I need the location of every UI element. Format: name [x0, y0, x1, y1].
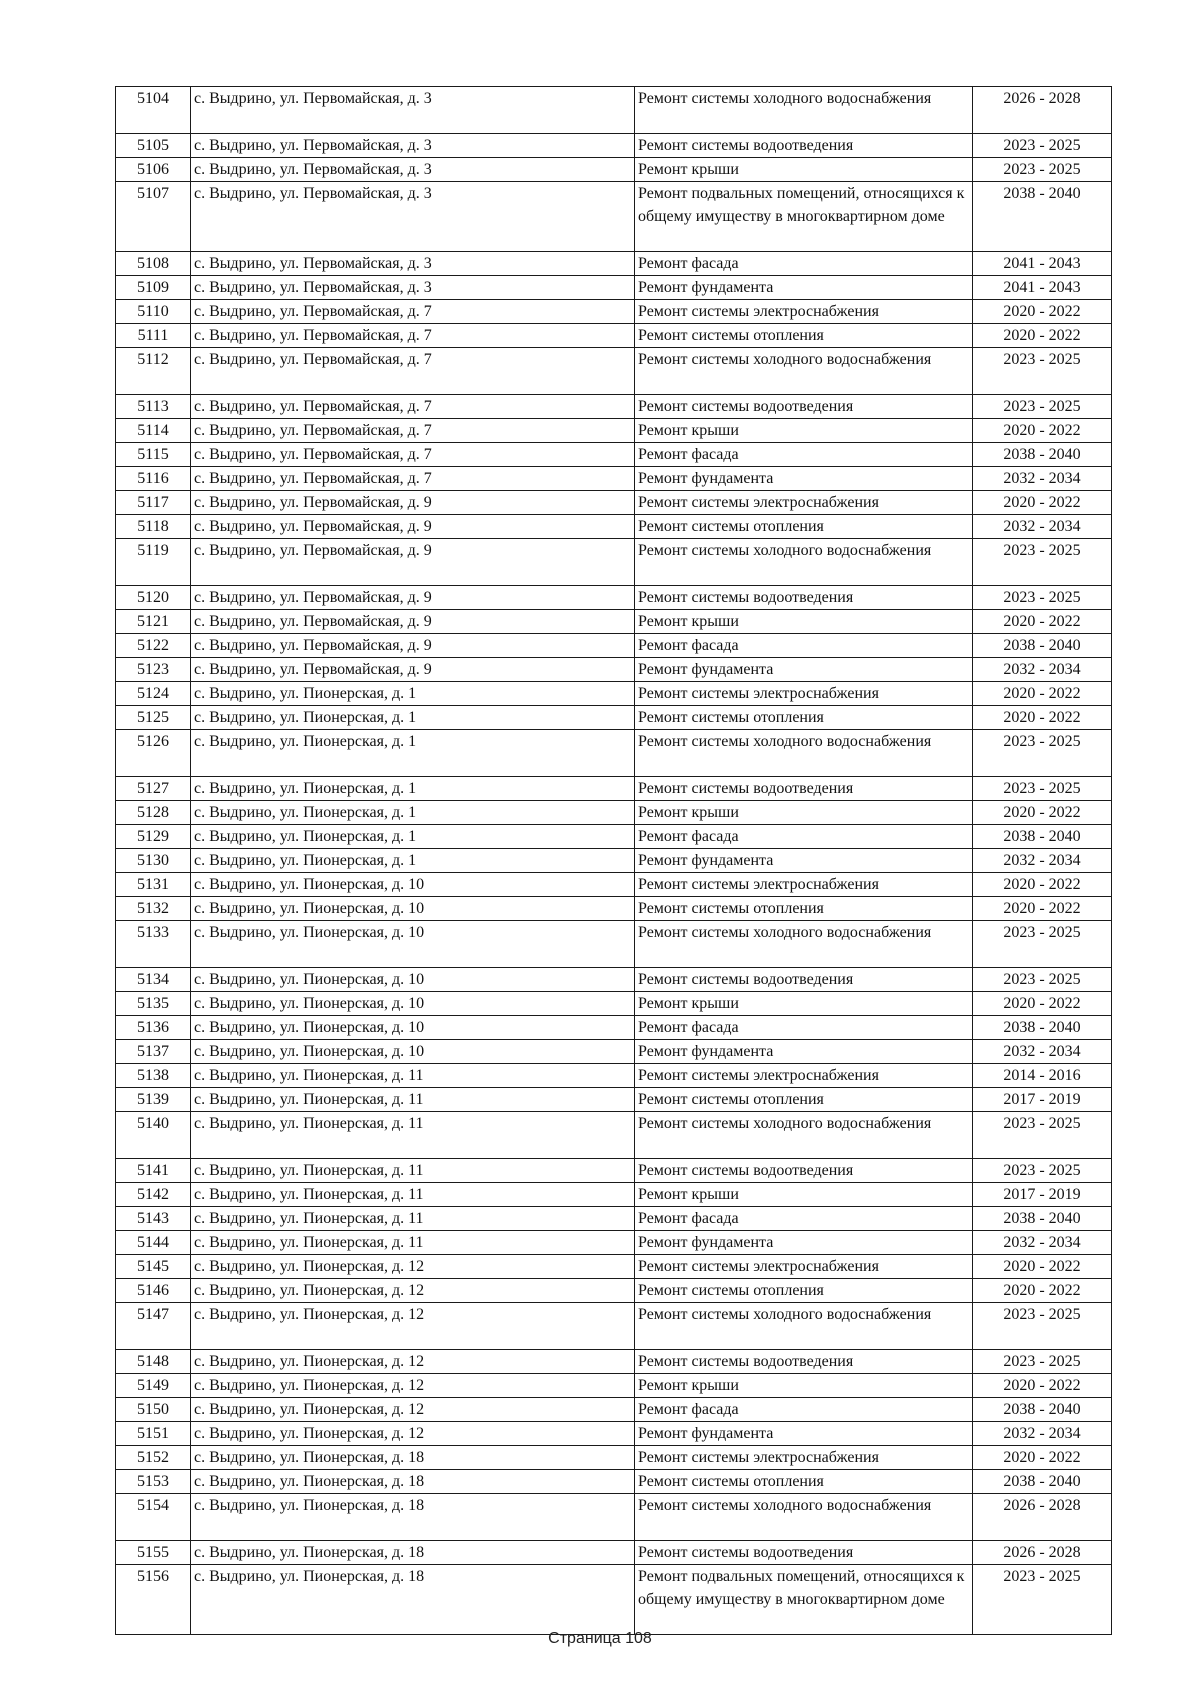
work-type-cell: Ремонт системы электроснабжения: [635, 1446, 973, 1470]
table-row: [116, 1183, 1112, 1207]
row-number-cell: 5136: [116, 1016, 191, 1040]
work-type-cell: Ремонт системы водоотведения: [635, 777, 973, 801]
work-type-cell: Ремонт системы водоотведения: [635, 1159, 973, 1183]
work-type-cell: Ремонт фундамента: [635, 1422, 973, 1446]
address-cell: с. Выдрино, ул. Первомайская, д. 7: [191, 348, 635, 395]
period-cell: 2041 - 2043: [973, 276, 1112, 300]
period-cell: 2023 - 2025: [973, 1350, 1112, 1374]
address-cell: с. Выдрино, ул. Пионерская, д. 1: [191, 682, 635, 706]
work-type-cell: Ремонт системы водоотведения: [635, 968, 973, 992]
period-cell: 2026 - 2028: [973, 1541, 1112, 1565]
row-number-cell: 5115: [116, 443, 191, 467]
row-number-cell: 5109: [116, 276, 191, 300]
work-type-cell: Ремонт крыши: [635, 992, 973, 1016]
work-type-cell: Ремонт подвальных помещений, относящихся к общему имуществу в многоквартирном доме: [635, 1565, 973, 1635]
period-cell: 2038 - 2040: [973, 1016, 1112, 1040]
address-cell: с. Выдрино, ул. Первомайская, д. 3: [191, 134, 635, 158]
table-row: [116, 419, 1112, 443]
row-number-cell: 5133: [116, 921, 191, 968]
row-number-cell: 5143: [116, 1207, 191, 1231]
table-row: [116, 1303, 1112, 1350]
row-number-cell: 5106: [116, 158, 191, 182]
row-number-cell: 5130: [116, 849, 191, 873]
work-type-cell: Ремонт системы отопления: [635, 897, 973, 921]
period-cell: 2038 - 2040: [973, 1207, 1112, 1231]
table-row: [116, 1446, 1112, 1470]
address-cell: с. Выдрино, ул. Пионерская, д. 12: [191, 1350, 635, 1374]
table-row: [116, 252, 1112, 276]
address-cell: с. Выдрино, ул. Пионерская, д. 10: [191, 968, 635, 992]
page-number: Страница 108: [548, 1630, 652, 1647]
table-row: [116, 682, 1112, 706]
row-number-cell: 5156: [116, 1565, 191, 1635]
work-type-cell: Ремонт крыши: [635, 419, 973, 443]
address-cell: с. Выдрино, ул. Пионерская, д. 11: [191, 1207, 635, 1231]
period-cell: 2038 - 2040: [973, 634, 1112, 658]
address-cell: с. Выдрино, ул. Первомайская, д. 7: [191, 419, 635, 443]
address-cell: с. Выдрино, ул. Пионерская, д. 10: [191, 992, 635, 1016]
period-cell: 2023 - 2025: [973, 1159, 1112, 1183]
work-type-cell: Ремонт системы холодного водоснабжения: [635, 539, 973, 586]
row-number-cell: 5107: [116, 182, 191, 252]
work-type-cell: Ремонт системы водоотведения: [635, 1541, 973, 1565]
period-cell: 2020 - 2022: [973, 300, 1112, 324]
table-row: [116, 1350, 1112, 1374]
work-type-cell: Ремонт фасада: [635, 1398, 973, 1422]
address-cell: с. Выдрино, ул. Пионерская, д. 11: [191, 1112, 635, 1159]
row-number-cell: 5142: [116, 1183, 191, 1207]
period-cell: 2023 - 2025: [973, 348, 1112, 395]
period-cell: 2038 - 2040: [973, 182, 1112, 252]
work-type-cell: Ремонт системы электроснабжения: [635, 682, 973, 706]
period-cell: 2020 - 2022: [973, 706, 1112, 730]
period-cell: 2020 - 2022: [973, 491, 1112, 515]
work-type-cell: Ремонт фундамента: [635, 658, 973, 682]
address-cell: с. Выдрино, ул. Пионерская, д. 1: [191, 730, 635, 777]
row-number-cell: 5108: [116, 252, 191, 276]
work-type-cell: Ремонт системы электроснабжения: [635, 873, 973, 897]
work-type-cell: Ремонт системы холодного водоснабжения: [635, 1303, 973, 1350]
row-number-cell: 5112: [116, 348, 191, 395]
row-number-cell: 5149: [116, 1374, 191, 1398]
row-number-cell: 5141: [116, 1159, 191, 1183]
work-type-cell: Ремонт фасада: [635, 634, 973, 658]
work-type-cell: Ремонт фундамента: [635, 849, 973, 873]
table-row: [116, 586, 1112, 610]
address-cell: с. Выдрино, ул. Пионерская, д. 1: [191, 777, 635, 801]
work-type-cell: Ремонт фундамента: [635, 276, 973, 300]
period-cell: 2020 - 2022: [973, 419, 1112, 443]
address-cell: с. Выдрино, ул. Первомайская, д. 7: [191, 300, 635, 324]
period-cell: 2020 - 2022: [973, 1374, 1112, 1398]
row-number-cell: 5119: [116, 539, 191, 586]
table-row: [116, 921, 1112, 968]
row-number-cell: 5122: [116, 634, 191, 658]
address-cell: с. Выдрино, ул. Пионерская, д. 10: [191, 873, 635, 897]
address-cell: с. Выдрино, ул. Пионерская, д. 12: [191, 1303, 635, 1350]
table-row: [116, 1255, 1112, 1279]
work-type-cell: Ремонт системы холодного водоснабжения: [635, 87, 973, 134]
work-type-cell: Ремонт подвальных помещений, относящихся к общему имуществу в многоквартирном доме: [635, 182, 973, 252]
row-number-cell: 5128: [116, 801, 191, 825]
period-cell: 2023 - 2025: [973, 395, 1112, 419]
table-row: [116, 1064, 1112, 1088]
table-row: [116, 87, 1112, 134]
row-number-cell: 5147: [116, 1303, 191, 1350]
work-type-cell: Ремонт крыши: [635, 1374, 973, 1398]
row-number-cell: 5138: [116, 1064, 191, 1088]
table-row: [116, 873, 1112, 897]
table-row: [116, 1207, 1112, 1231]
period-cell: 2023 - 2025: [973, 921, 1112, 968]
table-row: [116, 134, 1112, 158]
address-cell: с. Выдрино, ул. Пионерская, д. 12: [191, 1255, 635, 1279]
address-cell: с. Выдрино, ул. Первомайская, д. 3: [191, 182, 635, 252]
work-type-cell: Ремонт системы электроснабжения: [635, 300, 973, 324]
work-type-cell: Ремонт системы отопления: [635, 706, 973, 730]
work-type-cell: Ремонт системы отопления: [635, 515, 973, 539]
period-cell: 2032 - 2034: [973, 1040, 1112, 1064]
work-type-cell: Ремонт системы холодного водоснабжения: [635, 348, 973, 395]
row-number-cell: 5105: [116, 134, 191, 158]
address-cell: с. Выдрино, ул. Первомайская, д. 9: [191, 515, 635, 539]
period-cell: 2017 - 2019: [973, 1088, 1112, 1112]
table-row: [116, 300, 1112, 324]
table-row: [116, 182, 1112, 252]
address-cell: с. Выдрино, ул. Пионерская, д. 1: [191, 849, 635, 873]
address-cell: с. Выдрино, ул. Первомайская, д. 7: [191, 395, 635, 419]
address-cell: с. Выдрино, ул. Пионерская, д. 11: [191, 1088, 635, 1112]
row-number-cell: 5152: [116, 1446, 191, 1470]
period-cell: 2023 - 2025: [973, 1112, 1112, 1159]
work-type-cell: Ремонт фасада: [635, 1016, 973, 1040]
address-cell: с. Выдрино, ул. Первомайская, д. 7: [191, 467, 635, 491]
table-row: [116, 825, 1112, 849]
period-cell: 2020 - 2022: [973, 610, 1112, 634]
address-cell: с. Выдрино, ул. Пионерская, д. 18: [191, 1470, 635, 1494]
row-number-cell: 5135: [116, 992, 191, 1016]
period-cell: 2023 - 2025: [973, 539, 1112, 586]
work-type-cell: Ремонт системы электроснабжения: [635, 491, 973, 515]
address-cell: с. Выдрино, ул. Первомайская, д. 9: [191, 491, 635, 515]
row-number-cell: 5114: [116, 419, 191, 443]
work-type-cell: Ремонт крыши: [635, 158, 973, 182]
table-row: [116, 1159, 1112, 1183]
period-cell: 2023 - 2025: [973, 586, 1112, 610]
address-cell: с. Выдрино, ул. Пионерская, д. 18: [191, 1541, 635, 1565]
period-cell: 2026 - 2028: [973, 87, 1112, 134]
address-cell: с. Выдрино, ул. Пионерская, д. 11: [191, 1064, 635, 1088]
row-number-cell: 5151: [116, 1422, 191, 1446]
table-row: [116, 395, 1112, 419]
address-cell: с. Выдрино, ул. Пионерская, д. 12: [191, 1422, 635, 1446]
table-row: [116, 539, 1112, 586]
work-type-cell: Ремонт фасада: [635, 443, 973, 467]
address-cell: с. Выдрино, ул. Пионерская, д. 1: [191, 825, 635, 849]
work-type-cell: Ремонт фундамента: [635, 1231, 973, 1255]
address-cell: с. Выдрино, ул. Пионерская, д. 11: [191, 1183, 635, 1207]
address-cell: с. Выдрино, ул. Пионерская, д. 10: [191, 921, 635, 968]
address-cell: с. Выдрино, ул. Первомайская, д. 9: [191, 539, 635, 586]
row-number-cell: 5123: [116, 658, 191, 682]
address-cell: с. Выдрино, ул. Пионерская, д. 18: [191, 1446, 635, 1470]
work-type-cell: Ремонт системы водоотведения: [635, 586, 973, 610]
work-type-cell: Ремонт фундамента: [635, 1040, 973, 1064]
work-type-cell: Ремонт системы отопления: [635, 324, 973, 348]
address-cell: с. Выдрино, ул. Первомайская, д. 3: [191, 252, 635, 276]
period-cell: 2032 - 2034: [973, 849, 1112, 873]
work-type-cell: Ремонт системы холодного водоснабжения: [635, 1112, 973, 1159]
work-type-cell: Ремонт фундамента: [635, 467, 973, 491]
row-number-cell: 5121: [116, 610, 191, 634]
row-number-cell: 5139: [116, 1088, 191, 1112]
row-number-cell: 5129: [116, 825, 191, 849]
table-row: [116, 634, 1112, 658]
row-number-cell: 5137: [116, 1040, 191, 1064]
capital-repair-table: [115, 86, 1112, 1635]
table-row: [116, 491, 1112, 515]
table-row: [116, 348, 1112, 395]
work-type-cell: Ремонт системы водоотведения: [635, 1350, 973, 1374]
address-cell: с. Выдрино, ул. Первомайская, д. 3: [191, 276, 635, 300]
work-type-cell: Ремонт системы холодного водоснабжения: [635, 1494, 973, 1541]
address-cell: с. Выдрино, ул. Пионерская, д. 1: [191, 706, 635, 730]
period-cell: 2020 - 2022: [973, 1446, 1112, 1470]
row-number-cell: 5124: [116, 682, 191, 706]
address-cell: с. Выдрино, ул. Пионерская, д. 10: [191, 897, 635, 921]
table-row: [116, 467, 1112, 491]
table-row: [116, 777, 1112, 801]
table-row: [116, 610, 1112, 634]
address-cell: с. Выдрино, ул. Пионерская, д. 1: [191, 801, 635, 825]
table-row: [116, 1040, 1112, 1064]
row-number-cell: 5134: [116, 968, 191, 992]
period-cell: 2032 - 2034: [973, 1422, 1112, 1446]
address-cell: с. Выдрино, ул. Первомайская, д. 9: [191, 658, 635, 682]
row-number-cell: 5132: [116, 897, 191, 921]
table-row: [116, 1565, 1112, 1635]
row-number-cell: 5120: [116, 586, 191, 610]
period-cell: 2017 - 2019: [973, 1183, 1112, 1207]
period-cell: 2020 - 2022: [973, 1255, 1112, 1279]
work-type-cell: Ремонт системы холодного водоснабжения: [635, 921, 973, 968]
work-type-cell: Ремонт системы отопления: [635, 1470, 973, 1494]
period-cell: 2020 - 2022: [973, 992, 1112, 1016]
row-number-cell: 5146: [116, 1279, 191, 1303]
work-type-cell: Ремонт фасада: [635, 252, 973, 276]
work-type-cell: Ремонт крыши: [635, 801, 973, 825]
row-number-cell: 5118: [116, 515, 191, 539]
address-cell: с. Выдрино, ул. Пионерская, д. 10: [191, 1040, 635, 1064]
address-cell: с. Выдрино, ул. Пионерская, д. 12: [191, 1398, 635, 1422]
row-number-cell: 5144: [116, 1231, 191, 1255]
address-cell: с. Выдрино, ул. Первомайская, д. 7: [191, 443, 635, 467]
period-cell: 2020 - 2022: [973, 1279, 1112, 1303]
period-cell: 2023 - 2025: [973, 777, 1112, 801]
period-cell: 2020 - 2022: [973, 801, 1112, 825]
table-row: [116, 1016, 1112, 1040]
work-type-cell: Ремонт системы водоотведения: [635, 395, 973, 419]
work-type-cell: Ремонт системы холодного водоснабжения: [635, 730, 973, 777]
table-row: [116, 324, 1112, 348]
period-cell: 2023 - 2025: [973, 158, 1112, 182]
address-cell: с. Выдрино, ул. Первомайская, д. 3: [191, 87, 635, 134]
address-cell: с. Выдрино, ул. Пионерская, д. 18: [191, 1565, 635, 1635]
table-row: [116, 1541, 1112, 1565]
work-type-cell: Ремонт системы отопления: [635, 1088, 973, 1112]
table-row: [116, 1374, 1112, 1398]
row-number-cell: 5126: [116, 730, 191, 777]
period-cell: 2023 - 2025: [973, 134, 1112, 158]
address-cell: с. Выдрино, ул. Пионерская, д. 11: [191, 1231, 635, 1255]
table-row: [116, 1422, 1112, 1446]
address-cell: с. Выдрино, ул. Первомайская, д. 9: [191, 634, 635, 658]
period-cell: 2038 - 2040: [973, 443, 1112, 467]
row-number-cell: 5153: [116, 1470, 191, 1494]
address-cell: с. Выдрино, ул. Первомайская, д. 9: [191, 610, 635, 634]
table-row: [116, 897, 1112, 921]
work-type-cell: Ремонт фасада: [635, 1207, 973, 1231]
table-row: [116, 1470, 1112, 1494]
row-number-cell: 5127: [116, 777, 191, 801]
work-type-cell: Ремонт системы отопления: [635, 1279, 973, 1303]
table-row: [116, 968, 1112, 992]
table-body: [116, 87, 1112, 1635]
period-cell: 2014 - 2016: [973, 1064, 1112, 1088]
address-cell: с. Выдрино, ул. Первомайская, д. 9: [191, 586, 635, 610]
period-cell: 2023 - 2025: [973, 1565, 1112, 1635]
table-row: [116, 658, 1112, 682]
row-number-cell: 5125: [116, 706, 191, 730]
row-number-cell: 5145: [116, 1255, 191, 1279]
table-row: [116, 1231, 1112, 1255]
address-cell: с. Выдрино, ул. Первомайская, д. 7: [191, 324, 635, 348]
table-row: [116, 730, 1112, 777]
row-number-cell: 5155: [116, 1541, 191, 1565]
period-cell: 2041 - 2043: [973, 252, 1112, 276]
address-cell: с. Выдрино, ул. Первомайская, д. 3: [191, 158, 635, 182]
address-cell: с. Выдрино, ул. Пионерская, д. 11: [191, 1159, 635, 1183]
row-number-cell: 5154: [116, 1494, 191, 1541]
period-cell: 2023 - 2025: [973, 730, 1112, 777]
work-type-cell: Ремонт крыши: [635, 610, 973, 634]
period-cell: 2020 - 2022: [973, 682, 1112, 706]
period-cell: 2038 - 2040: [973, 1470, 1112, 1494]
table-row: [116, 158, 1112, 182]
row-number-cell: 5113: [116, 395, 191, 419]
table-row: [116, 443, 1112, 467]
period-cell: 2026 - 2028: [973, 1494, 1112, 1541]
period-cell: 2032 - 2034: [973, 658, 1112, 682]
address-cell: с. Выдрино, ул. Пионерская, д. 18: [191, 1494, 635, 1541]
row-number-cell: 5111: [116, 324, 191, 348]
table-row: [116, 849, 1112, 873]
work-type-cell: Ремонт фасада: [635, 825, 973, 849]
table-row: [116, 1088, 1112, 1112]
work-type-cell: Ремонт системы электроснабжения: [635, 1064, 973, 1088]
table-row: [116, 1494, 1112, 1541]
row-number-cell: 5148: [116, 1350, 191, 1374]
address-cell: с. Выдрино, ул. Пионерская, д. 10: [191, 1016, 635, 1040]
table-row: [116, 992, 1112, 1016]
period-cell: 2032 - 2034: [973, 515, 1112, 539]
row-number-cell: 5104: [116, 87, 191, 134]
address-cell: с. Выдрино, ул. Пионерская, д. 12: [191, 1279, 635, 1303]
table-row: [116, 1112, 1112, 1159]
period-cell: 2038 - 2040: [973, 1398, 1112, 1422]
period-cell: 2032 - 2034: [973, 1231, 1112, 1255]
period-cell: 2023 - 2025: [973, 968, 1112, 992]
period-cell: 2020 - 2022: [973, 873, 1112, 897]
period-cell: 2032 - 2034: [973, 467, 1112, 491]
row-number-cell: 5116: [116, 467, 191, 491]
row-number-cell: 5131: [116, 873, 191, 897]
period-cell: 2038 - 2040: [973, 825, 1112, 849]
address-cell: с. Выдрино, ул. Пионерская, д. 12: [191, 1374, 635, 1398]
row-number-cell: 5140: [116, 1112, 191, 1159]
row-number-cell: 5117: [116, 491, 191, 515]
table-row: [116, 801, 1112, 825]
table-row: [116, 276, 1112, 300]
row-number-cell: 5150: [116, 1398, 191, 1422]
table-row: [116, 1279, 1112, 1303]
work-type-cell: Ремонт крыши: [635, 1183, 973, 1207]
row-number-cell: 5110: [116, 300, 191, 324]
work-type-cell: Ремонт системы водоотведения: [635, 134, 973, 158]
table-row: [116, 706, 1112, 730]
period-cell: 2020 - 2022: [973, 324, 1112, 348]
table-row: [116, 1398, 1112, 1422]
period-cell: 2023 - 2025: [973, 1303, 1112, 1350]
work-type-cell: Ремонт системы электроснабжения: [635, 1255, 973, 1279]
table-row: [116, 515, 1112, 539]
period-cell: 2020 - 2022: [973, 897, 1112, 921]
